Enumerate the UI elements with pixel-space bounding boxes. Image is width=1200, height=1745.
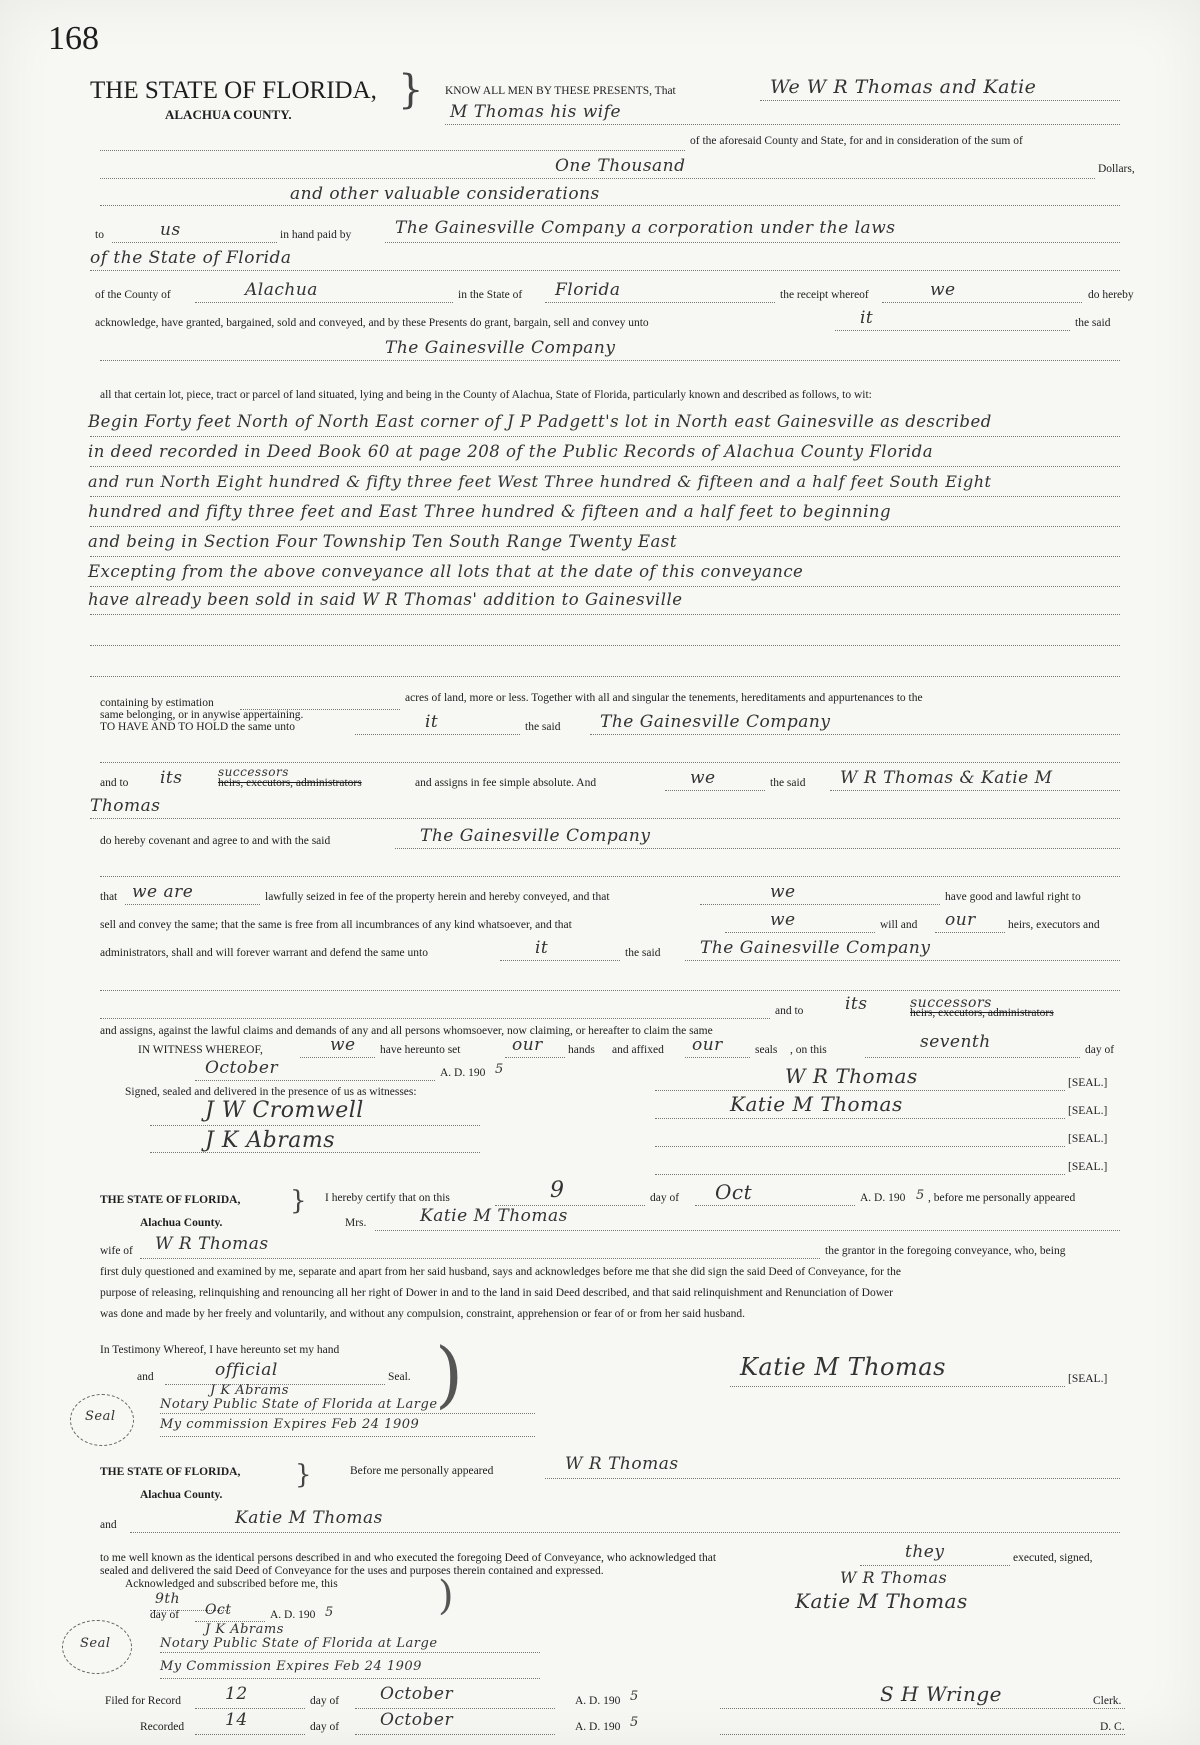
ack-day-of: day of bbox=[150, 1609, 180, 1621]
ack-day: 9th bbox=[155, 1591, 181, 1607]
blank-line bbox=[90, 466, 1120, 467]
blank-line bbox=[545, 1478, 1120, 1479]
dower-state: THE STATE OF FLORIDA, bbox=[100, 1194, 241, 1206]
aforesaid-text: of the aforesaid County and State, for and in consideration of the sum of bbox=[690, 135, 1023, 147]
know-all-men: KNOW ALL MEN BY THESE PRESENTS, That bbox=[445, 85, 676, 97]
the-said-label: the said bbox=[525, 721, 561, 733]
and-label: and bbox=[137, 1371, 154, 1383]
receipt-value: we bbox=[930, 280, 956, 300]
habendum-grantee: The Gainesville Company bbox=[600, 712, 831, 732]
clerk-label: Clerk. bbox=[1093, 1695, 1122, 1707]
blank-line bbox=[125, 904, 260, 905]
blank-line bbox=[160, 1436, 535, 1437]
that-label: that bbox=[100, 891, 118, 903]
successors-value: successors bbox=[910, 995, 992, 1011]
signed-sealed-text: Signed, sealed and delivered in the presence of us as witnesses: bbox=[125, 1086, 417, 1098]
subscribed-text: Acknowledged and subscribed before me, this bbox=[125, 1578, 338, 1590]
have-hereunto: have hereunto set bbox=[380, 1044, 461, 1056]
recorded-ad: A. D. 190 bbox=[575, 1721, 621, 1733]
county-label: of the County of bbox=[95, 289, 171, 301]
ack-and-label: and bbox=[100, 1519, 117, 1531]
blank-line bbox=[685, 960, 1120, 961]
blank-line bbox=[655, 1174, 1065, 1175]
same-belonging: same belonging, or in anywise appertaining. bbox=[100, 709, 304, 721]
seal-label: [SEAL.] bbox=[1068, 1133, 1108, 1145]
other-considerations: and other valuable considerations bbox=[290, 184, 600, 204]
grantors-names: We W R Thomas and Katie bbox=[770, 76, 1037, 98]
grantors-names-cont: M Thomas his wife bbox=[450, 102, 622, 122]
description-line: and being in Section Four Township Ten South Range Twenty East bbox=[88, 532, 677, 551]
ack-county: Alachua County. bbox=[140, 1489, 223, 1501]
filed-day-of: day of bbox=[310, 1695, 340, 1707]
ack-month: Oct bbox=[205, 1602, 232, 1618]
blank-line bbox=[90, 436, 1120, 437]
that-value: we are bbox=[132, 882, 194, 902]
ack-brace: } bbox=[295, 1460, 312, 1490]
seal-label: [SEAL.] bbox=[1068, 1105, 1108, 1117]
blank-line bbox=[695, 1205, 855, 1206]
dower-day: 9 bbox=[550, 1178, 565, 1203]
description-line: Begin Forty feet North of North East corner of J P Padgett's lot in North east Gainesville as described bbox=[88, 412, 992, 431]
blank-line bbox=[90, 645, 1120, 646]
blank-line bbox=[100, 205, 1120, 206]
our-value: our bbox=[945, 910, 976, 930]
blank-line bbox=[760, 100, 1120, 101]
against-text: and assigns, against the lawful claims and demands of any and all persons whomsoever, now claiming, or hereafter to claim the same bbox=[100, 1025, 713, 1037]
witness-year: 5 bbox=[495, 1062, 504, 1077]
ack-year: 5 bbox=[325, 1605, 334, 1620]
ack-line: to me well known as the identical persons described in and who executed the foregoing Deed of Conveyance, who acknowledged that bbox=[100, 1552, 717, 1564]
recorded-label: Recorded bbox=[140, 1721, 185, 1733]
habendum-grantors-cont: Thomas bbox=[90, 796, 161, 816]
blank-line bbox=[195, 1734, 305, 1735]
dower-year: 5 bbox=[916, 1188, 925, 1203]
grantor-signature: Katie M Thomas bbox=[730, 1092, 903, 1116]
consideration-amount: One Thousand bbox=[555, 156, 686, 176]
the-said-label: the said bbox=[770, 777, 806, 789]
description-line: Excepting from the above conveyance all lots that at the date of this conveyance bbox=[88, 562, 804, 581]
county-heading: ALACHUA COUNTY. bbox=[165, 107, 292, 122]
ack-ad: A. D. 190 bbox=[270, 1609, 316, 1621]
blank-line bbox=[300, 1057, 375, 1058]
blank-line bbox=[90, 526, 1120, 527]
dower-certify: I hereby certify that on this bbox=[325, 1192, 450, 1204]
they-value: they bbox=[905, 1542, 945, 1562]
blank-line bbox=[160, 1652, 540, 1653]
blank-line bbox=[140, 1258, 820, 1259]
filed-day: 12 bbox=[225, 1684, 248, 1704]
official-value: official bbox=[215, 1360, 278, 1380]
blank-line bbox=[100, 762, 1120, 763]
dower-signature: Katie M Thomas bbox=[740, 1353, 946, 1381]
notary-line: My commission Expires Feb 24 1909 bbox=[160, 1417, 420, 1432]
mrs-label: Mrs. bbox=[345, 1217, 367, 1229]
ack-state: THE STATE OF FLORIDA, bbox=[100, 1466, 241, 1478]
blank-line bbox=[500, 960, 620, 961]
blank-line bbox=[90, 676, 1120, 677]
ack-line: sealed and delivered the said Deed of Conveyance for the uses and purposes therein contained and expressed. bbox=[100, 1565, 604, 1577]
its-value: its bbox=[845, 994, 868, 1014]
description-line: and run North Eight hundred & fifty three feet West Three hundred & fifteen and a half feet South Eight bbox=[88, 472, 992, 491]
sell-convey-text: sell and convey the same; that the same is free from all incumbrances of any kind whatsoever, and that bbox=[100, 919, 572, 931]
blank-line bbox=[385, 242, 1120, 243]
description-line: have already been sold in said W R Thomas' addition to Gainesville bbox=[88, 590, 683, 609]
blank-line bbox=[655, 1146, 1065, 1147]
ack-before-me: Before me personally appeared bbox=[350, 1465, 494, 1477]
payer-name-cont: of the State of Florida bbox=[90, 248, 292, 268]
blank-line bbox=[112, 242, 277, 243]
state-heading: THE STATE OF FLORIDA, bbox=[90, 77, 377, 104]
recorded-day: 14 bbox=[225, 1710, 248, 1730]
the-said-label: the said bbox=[625, 947, 661, 959]
wife-of-label: wife of bbox=[100, 1245, 133, 1257]
receipt-label: the receipt whereof bbox=[780, 289, 869, 301]
seal-label: [SEAL.] bbox=[1068, 1161, 1108, 1173]
heirs-struck: heirs, executors, administrators bbox=[910, 1007, 1054, 1019]
to-label: to bbox=[95, 229, 104, 241]
dower-before-me: , before me personally appeared bbox=[928, 1192, 1076, 1204]
witness-our2: our bbox=[692, 1035, 723, 1055]
unto-value: it bbox=[860, 308, 874, 328]
recorded-month: October bbox=[380, 1710, 454, 1730]
blank-line bbox=[445, 124, 1120, 125]
on-this-label: , on this bbox=[790, 1044, 827, 1056]
to-party: us bbox=[160, 220, 181, 240]
to-have-unto: it bbox=[425, 712, 439, 732]
description-intro: all that certain lot, piece, tract or parcel of land situated, lying and being in the County of Alachua, State of Florida, particularly known and described as follows, to wit: bbox=[100, 389, 872, 401]
blank-line bbox=[150, 1152, 480, 1153]
its-value: its bbox=[160, 768, 183, 788]
notary-seal-text: Seal bbox=[85, 1409, 116, 1424]
seized-text: lawfully seized in fee of the property herein and hereby conveyed, and that bbox=[265, 891, 610, 903]
ack-signature: Katie M Thomas bbox=[795, 1589, 968, 1613]
ack-and-value: Katie M Thomas bbox=[235, 1508, 383, 1528]
will-and-label: will and bbox=[880, 919, 918, 931]
admin-value: it bbox=[535, 938, 549, 958]
recorded-year: 5 bbox=[630, 1715, 639, 1730]
blank-line bbox=[505, 1057, 565, 1058]
witness-day: seventh bbox=[920, 1032, 991, 1052]
blank-line bbox=[355, 1708, 555, 1709]
blank-line bbox=[590, 734, 1120, 735]
grantor-signature: W R Thomas bbox=[785, 1064, 918, 1088]
blank-line bbox=[160, 1413, 535, 1414]
witness-we: we bbox=[330, 1035, 356, 1055]
blank-line bbox=[100, 178, 1095, 179]
heirs-struck: heirs, executors, administrators bbox=[218, 777, 362, 789]
description-line: in deed recorded in Deed Book 60 at page 208 of the Public Records of Alachua County Florida bbox=[88, 442, 934, 461]
blank-line bbox=[90, 586, 1120, 587]
acknowledge-text: acknowledge, have granted, bargained, sold and conveyed, and by these Presents do grant, bargain, sell and convey unto bbox=[95, 317, 649, 329]
containing-label: containing by estimation bbox=[100, 697, 214, 709]
blank-line bbox=[355, 734, 520, 735]
do-hereby-label: do hereby bbox=[1088, 289, 1134, 301]
blank-line bbox=[830, 790, 1120, 791]
dower-day-of: day of bbox=[650, 1192, 680, 1204]
and-to-label: and to bbox=[100, 777, 129, 789]
dower-ad: A. D. 190 bbox=[860, 1192, 906, 1204]
blank-line bbox=[100, 876, 1120, 877]
habendum-grantors: W R Thomas & Katie M bbox=[840, 768, 1053, 788]
acres-text: acres of land, more or less. Together with all and singular the tenements, hereditaments and appurtenances to the bbox=[405, 692, 923, 704]
dower-line: first duly questioned and examined by me, separate and apart from her said husband, says and acknowledges before me that she did sign the said Deed of Conveyance, for the bbox=[100, 1266, 901, 1278]
blank-line bbox=[160, 1678, 540, 1679]
to-have-label: TO HAVE AND TO HOLD the same unto bbox=[100, 721, 295, 733]
blank-line bbox=[720, 1734, 1125, 1735]
executed-label: executed, signed, bbox=[1013, 1552, 1093, 1564]
good-right-text: have good and lawful right to bbox=[945, 891, 1081, 903]
blank-line bbox=[355, 1734, 555, 1735]
blank-line bbox=[90, 496, 1120, 497]
blank-line bbox=[100, 360, 1120, 361]
successors-value: successors bbox=[218, 765, 289, 779]
filed-month: October bbox=[380, 1684, 454, 1704]
description-line: hundred and fifty three feet and East Three hundred & fifteen and a half feet to beginning bbox=[88, 502, 892, 521]
seal-text: Seal. bbox=[388, 1371, 411, 1383]
blank-line bbox=[655, 1118, 1065, 1119]
testimony-brace: ) bbox=[435, 1332, 464, 1416]
assigns-text: and assigns in fee simple absolute. And bbox=[415, 777, 597, 789]
ack-signature: W R Thomas bbox=[840, 1568, 948, 1587]
blank-line bbox=[655, 1090, 1065, 1091]
header-brace: } bbox=[398, 67, 424, 113]
covenant-text: do hereby covenant and agree to and with the said bbox=[100, 835, 331, 847]
filed-label: Filed for Record bbox=[105, 1695, 182, 1707]
blank-line bbox=[395, 848, 1120, 849]
grantee-name: The Gainesville Company bbox=[385, 338, 616, 358]
ack-notary-line: J K Abrams bbox=[205, 1622, 284, 1637]
witness-our: our bbox=[512, 1035, 543, 1055]
testimony-text: In Testimony Whereof, I have hereunto set my hand bbox=[100, 1344, 340, 1356]
and-to-label: and to bbox=[775, 1005, 804, 1017]
mrs-value: Katie M Thomas bbox=[420, 1206, 568, 1226]
blank-line bbox=[100, 150, 685, 151]
blank-line bbox=[90, 556, 1120, 557]
seized-value: we bbox=[770, 882, 796, 902]
blank-line bbox=[130, 1532, 1120, 1533]
ack-seal-text: Seal bbox=[80, 1636, 111, 1651]
blank-line bbox=[685, 1057, 750, 1058]
blank-line bbox=[195, 302, 453, 303]
notary-line: Notary Public State of Florida at Large bbox=[160, 1397, 438, 1412]
grantor-text: the grantor in the foregoing conveyance, who, being bbox=[825, 1245, 1066, 1257]
blank-line bbox=[882, 302, 1082, 303]
sell-value: we bbox=[770, 910, 796, 930]
seals-label: seals bbox=[755, 1044, 778, 1056]
notary-line: J K Abrams bbox=[210, 1383, 289, 1398]
page-number: 168 bbox=[48, 20, 99, 57]
state-label: in the State of bbox=[458, 289, 523, 301]
filed-year: 5 bbox=[630, 1689, 639, 1704]
the-said-label: the said bbox=[1075, 317, 1111, 329]
clerk-signature: S H Wringe bbox=[880, 1682, 1002, 1706]
blank-line bbox=[195, 1708, 305, 1709]
blank-line bbox=[375, 1230, 1120, 1231]
state-value: Florida bbox=[555, 280, 621, 300]
county-value: Alachua bbox=[245, 280, 318, 300]
dollars-label: Dollars, bbox=[1098, 163, 1135, 175]
blank-line bbox=[90, 818, 1120, 819]
dower-brace: } bbox=[290, 1186, 307, 1216]
recorded-day-of: day of bbox=[310, 1721, 340, 1733]
filed-ad: A. D. 190 bbox=[575, 1695, 621, 1707]
blank-line bbox=[700, 904, 940, 905]
blank-line bbox=[195, 1080, 435, 1081]
hands-label: hands bbox=[568, 1044, 595, 1056]
blank-line bbox=[100, 990, 1120, 991]
blank-line bbox=[730, 1386, 1065, 1387]
administrators-text: administrators, shall and will forever warrant and defend the same unto bbox=[100, 947, 428, 959]
ack-appeared: W R Thomas bbox=[565, 1454, 679, 1474]
blank-line bbox=[720, 1708, 1125, 1709]
blank-line bbox=[935, 932, 1005, 933]
ack-notary-line: My Commission Expires Feb 24 1909 bbox=[160, 1659, 422, 1674]
ack-subscribe-brace: ) bbox=[438, 1573, 454, 1619]
covenant-party: The Gainesville Company bbox=[420, 826, 651, 846]
seal-label: [SEAL.] bbox=[1068, 1077, 1108, 1089]
dower-line: purpose of releasing, relinquishing and renouncing all her right of Dower in and to the land in said Deed described, and that said relinquishment and Renunciation of Dower bbox=[100, 1287, 893, 1299]
hand-paid-label: in hand paid by bbox=[280, 229, 352, 241]
blank-line bbox=[150, 1125, 480, 1126]
blank-line bbox=[545, 302, 775, 303]
dc-label: D. C. bbox=[1100, 1721, 1125, 1733]
blank-line bbox=[725, 932, 875, 933]
blank-line bbox=[90, 270, 1120, 271]
blank-line bbox=[665, 790, 765, 791]
in-witness-label: IN WITNESS WHEREOF, bbox=[138, 1044, 263, 1056]
dower-line: was done and made by her freely and voluntarily, and without any compulsion, constraint, apprehension or fear of or from her said husband. bbox=[100, 1308, 745, 1320]
witness-signature: J K Abrams bbox=[205, 1128, 335, 1153]
husband-value: W R Thomas bbox=[155, 1234, 269, 1254]
day-of-label: day of bbox=[1085, 1044, 1115, 1056]
ad-label: A. D. 190 bbox=[440, 1067, 486, 1079]
witness-month: October bbox=[205, 1058, 279, 1078]
blank-line bbox=[100, 1018, 770, 1019]
ack-notary-line: Notary Public State of Florida at Large bbox=[160, 1636, 438, 1651]
dower-county: Alachua County. bbox=[140, 1217, 223, 1229]
witness-signature: J W Cromwell bbox=[205, 1098, 364, 1123]
blank-line bbox=[835, 330, 1070, 331]
payer-name: The Gainesville Company a corporation under the laws bbox=[395, 218, 896, 238]
seal-label: [SEAL.] bbox=[1068, 1373, 1108, 1385]
warrant-party: The Gainesville Company bbox=[700, 938, 931, 958]
dower-month: Oct bbox=[715, 1180, 753, 1204]
blank-line bbox=[860, 1565, 1010, 1566]
affixed-label: and affixed bbox=[612, 1044, 664, 1056]
blank-line bbox=[90, 614, 1120, 615]
heirs-exec-text: heirs, executors and bbox=[1008, 919, 1100, 931]
we-value: we bbox=[690, 768, 716, 788]
blank-line bbox=[865, 1057, 1080, 1058]
